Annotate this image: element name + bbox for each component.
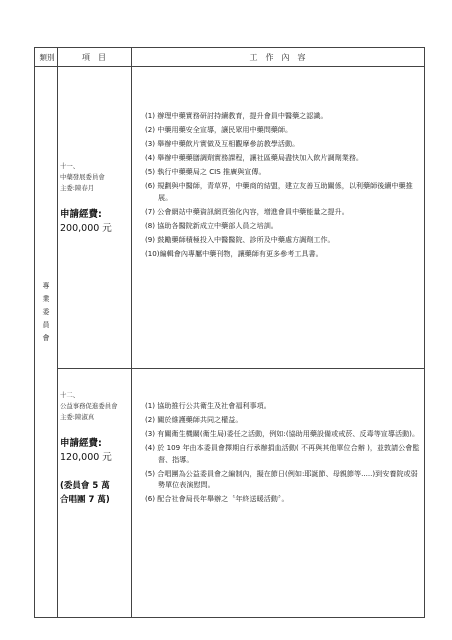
work-item: (1) 協助推行公共衛生及社會福利事項。 <box>145 401 271 410</box>
section-11-info <box>60 161 128 236</box>
section-11-work-items <box>145 110 422 262</box>
work-item: (7) 公會網站中藥資訊網頁強化內容，增進會員中藥能量之提升。 <box>145 207 349 217</box>
category-char: 員 <box>42 321 50 329</box>
work-item: (6) 配合社會局長年舉辦之〝年終送暖活動〞。 <box>145 494 289 504</box>
header-content: 工 作 內 容 <box>249 53 306 62</box>
work-item: (1) 辦理中藥實務研討持續教育，提升會員中醫藥之認識。 <box>145 111 328 120</box>
section-12-info <box>60 390 128 507</box>
work-item: (2) 中藥用藥安全宣導，讓民眾用中藥問藥師。 <box>145 125 293 135</box>
work-item: (3) 舉辦中藥飲片實做及互相觀摩參訪教學活動。 <box>145 139 300 149</box>
section-12-work-items <box>145 400 422 508</box>
column-divider-item <box>131 48 132 617</box>
work-item: (3) 有關衛生機關(衛生局)委任之活動，例如:(協助用藥設備或戒菸、反毒等宣導活動)。 <box>145 429 420 439</box>
section-number: 十二、 <box>60 391 80 399</box>
work-item: (5) 合唱團為公益委員會之編制內，擬在節日(例如:耶誕節、母親節等.....)到安養院或弱勢單位表演慰問。 <box>145 468 418 490</box>
work-plan-table <box>34 47 425 618</box>
work-item: (2) 關於維護藥師共同之權益。 <box>145 415 243 425</box>
category-char: 專 <box>42 282 50 290</box>
header-item: 項 目 <box>82 53 106 62</box>
budget-note: (委員會 5 萬 <box>60 481 110 491</box>
work-item: (4) 於 109 年由本委員會擇期自行承辦捐血活動( 不再與其他單位合辦 )，並敦請公會監督、指導。 <box>145 443 420 464</box>
budget-value: 200,000 元 <box>60 223 112 234</box>
header-divider <box>35 66 424 67</box>
column-divider-category <box>57 48 58 617</box>
budget-note: 合唱團 7 萬) <box>60 495 110 505</box>
committee-name: 公益事務促進委員會 <box>60 402 118 410</box>
budget-label: 申請經費: <box>60 438 102 449</box>
budget-label: 申請經費: <box>60 209 102 220</box>
work-item: (8) 協助各醫院新成立中藥部人員之培訓。 <box>145 221 278 231</box>
committee-chair: 主委:陳春月 <box>60 184 95 192</box>
committee-chair: 主委:陳淑真 <box>60 413 95 421</box>
section-divider <box>57 368 424 369</box>
work-item: (10)編輯會內專屬中藥刊物，讓藥師有更多參考工具書。 <box>145 249 323 259</box>
work-item: (4) 舉辦中藥藥膳調劑實務課程，讓社區藥局盡快加入飲片調劑業務。 <box>145 153 364 163</box>
section-number: 十一、 <box>60 162 80 170</box>
work-item: (5) 執行中藥藥局之 CIS 推廣與宣傳。 <box>145 167 266 177</box>
budget-value: 120,000 元 <box>60 452 112 463</box>
committee-name: 中藥發展委員會 <box>60 173 105 181</box>
category-char: 業 <box>42 295 50 303</box>
work-item: (6) 規劃與中醫師，青草界，中藥商的結盟，建立友善互助關係，以利藥師後續中藥推展。 <box>145 181 413 202</box>
category-professional-committee <box>35 280 57 345</box>
header-category: 類別 <box>39 53 55 62</box>
category-char: 會 <box>42 334 50 342</box>
category-char: 委 <box>42 308 50 316</box>
work-item: (9) 鼓勵藥師積極投入中醫醫院、診所及中藥處方調劑工作。 <box>145 235 335 245</box>
